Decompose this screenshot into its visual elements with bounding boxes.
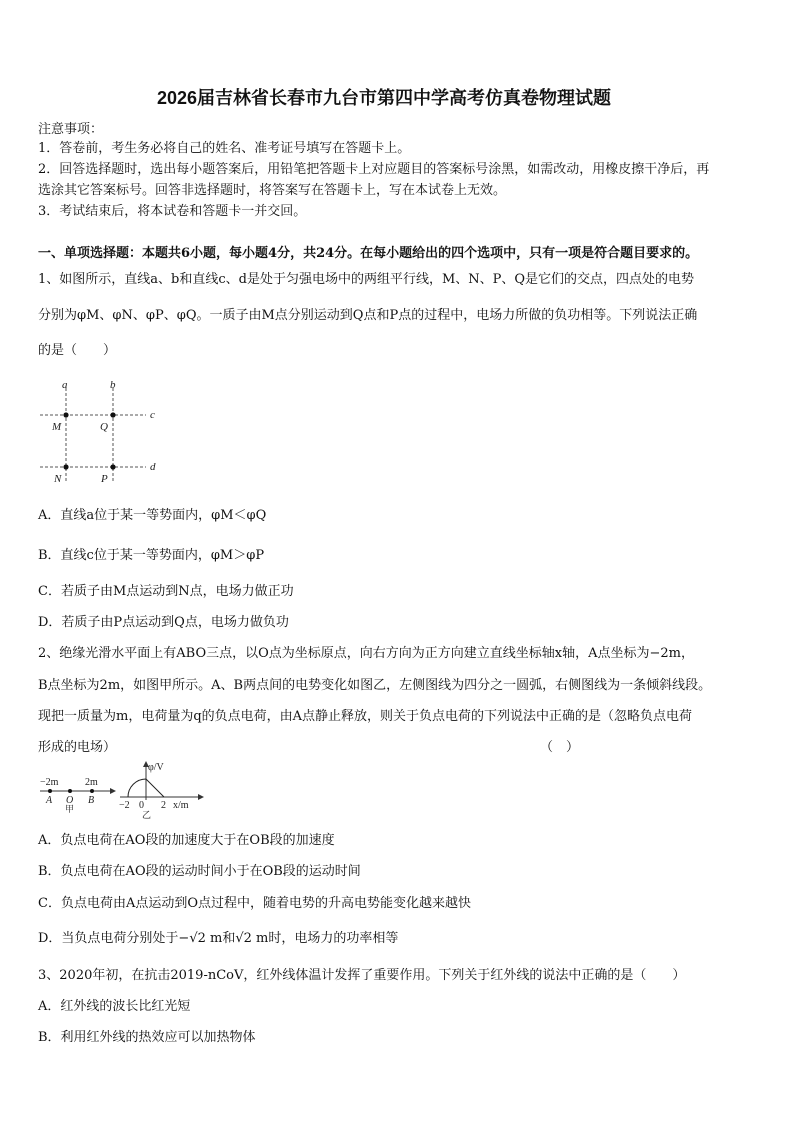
q2-figure-jia [38,773,118,813]
q2-line-2: B点坐标为2m，如图甲所示。A、B两点间的电势变化如图乙，左侧图线为四分之一圆弧，右侧图线为一条倾斜线段。 [38,678,712,693]
label-2m: 2m [85,777,98,788]
point-P [110,464,115,469]
label-x: x/m [173,800,189,811]
q2-line-1: 2、绝缘光滑水平面上有ABO三点，以O点为坐标原点，向右方向为正方向建立直线坐标轴x轴，A点坐标为−2m， [38,646,694,661]
q2-option-b: B．负点电荷在AO段的运动时间小于在OB段的运动时间 [38,864,361,879]
notice-item-1: 1．答卷前，考生务必将自己的姓名、准考证号填写在答题卡上。 [38,141,411,156]
label-P: P [101,473,108,485]
q2-option-c: C．负点电荷由A点运动到O点过程中，随着电势的升高电势能变化越来越快 [38,896,471,911]
q1-option-b: B．直线c位于某一等势面内，φM＞φP [38,548,265,563]
point-M [63,412,68,417]
q1-option-d: D．若质子由P点运动到Q点，电场力做负功 [38,615,289,630]
q1-option-a: A．直线a位于某一等势面内，φM＜φQ [38,508,267,523]
label-a: a [62,379,68,391]
label-neg2m: −2m [40,777,59,788]
point-N [63,464,68,469]
tick-0: 0 [139,800,144,811]
q3-option-b: B．利用红外线的热效应可以加热物体 [38,1030,256,1045]
q3-line-1: 3、2020年初，在抗击2019-nCoV，红外线体温计发挥了重要作用。下列关于红外线的说法中正确的是（ ） [38,968,686,983]
q1-figure [38,378,168,488]
label-c: c [150,409,155,421]
label-B: B [88,795,95,806]
label-Q: Q [100,421,108,433]
q2-option-a: A．负点电荷在AO段的加速度大于在OB段的加速度 [38,833,335,848]
page-title: 2026届吉林省长春市九台市第四中学高考仿真卷物理试题 [157,88,612,108]
tick-neg2: −2 [119,800,130,811]
label-M: M [52,421,62,433]
q1-line-2: 分别为φM、φN、φP、φQ。一质子由M点分别运动到Q点和P点的过程中，电场力所做的负功相等。下列说法正确 [38,308,698,323]
notice-item-2: 2．回答选择题时，选出每小题答案后，用铅笔把答题卡上对应题目的答案标号涂黑，如需改动，用橡皮擦干净后，再 [38,162,710,177]
section-heading: 一、单项选择题：本题共6小题，每小题4分，共24分。在每小题给出的四个选项中，只有一项是符合题目要求的。 [38,246,699,261]
q2-option-d: D．当负点电荷分别处于−√2 m和√2 m时，电场力的功率相等 [38,931,399,946]
label-A: A [46,795,53,806]
label-N: N [54,473,62,485]
label-d: d [150,461,156,473]
tick-2: 2 [161,800,166,811]
q1-line-3: 的是（ ） [38,343,117,358]
point-Q [110,412,115,417]
notice-heading: 注意事项： [38,122,104,137]
q1-line-1: 1、如图所示，直线a、b和直线c、d是处于匀强电场中的两组平行线，M、N、P、Q是它们的交点，四点处的电势 [38,272,695,287]
q2-line-3: 现把一质量为m，电荷量为q的负点电荷，由A点静止释放，则关于负点电荷的下列说法中正确的是（忽略负点电荷 [38,709,693,724]
point-A [48,789,52,793]
q2-line-4: 形成的电场） [38,740,117,755]
label-b: b [110,379,116,391]
point-B [90,789,94,793]
point-O [68,789,72,793]
q2-paren: （ ） [540,740,580,755]
label-yi: 乙 [142,810,152,820]
label-phi: φ/V [148,762,164,773]
notice-item-2-cont: 选涂其它答案标号。回答非选择题时，将答案写在答题卡上，写在本试卷上无效。 [38,183,507,198]
q3-option-a: A．红外线的波长比红光短 [38,999,191,1014]
label-O: O [66,795,74,806]
notice-item-3: 3．考试结束后，将本试卷和答题卡一并交回。 [38,204,307,219]
q1-option-c: C．若质子由M点运动到N点，电场力做正功 [38,584,294,599]
label-jia: 甲 [65,804,75,814]
q2-figure-yi [118,760,208,818]
